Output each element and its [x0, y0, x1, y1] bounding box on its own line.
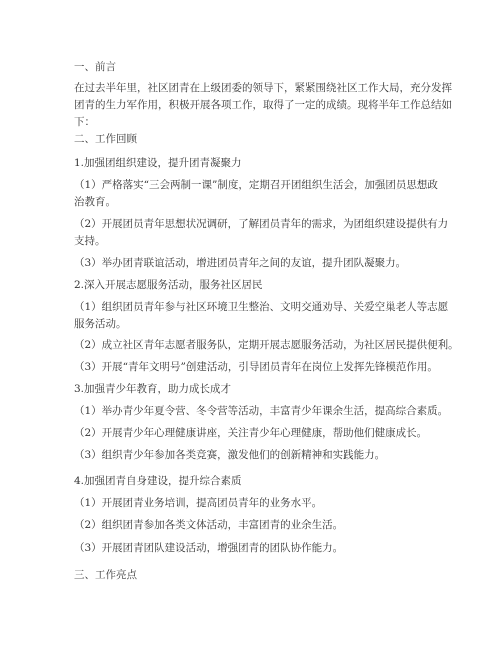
- section-4-item-3: （3）开展团青团队建设活动，增强团青的团队协作能力。: [74, 542, 344, 554]
- section-4-item-1: （1）开展团青业务培训，提高团员青年的业务水平。: [74, 497, 323, 509]
- section-2-item-2: （2）成立社区青年志愿者服务队，定期开展志愿服务活动，为社区居民提供便利。: [74, 339, 459, 351]
- section-2-item-1: [74, 299, 449, 333]
- section-3-item-3: （3）组织青少年参加各类竞赛，激发他们的创新精神和实践能力。: [74, 449, 386, 461]
- section-3-title: 3.加强青少年教育，助力成长成才: [74, 383, 232, 395]
- section-4-item-2: （2）组织团青参加各类文体活动，丰富团青的业余生活。: [74, 519, 344, 531]
- section-1-item-3: （3）举办团青联谊活动，增进团员青年之间的友谊，提升团队凝聚力。: [74, 257, 407, 269]
- intro-line: 团青的生力军作用，积极开展各项工作，取得了一定的成绩。现将半年工作总结如: [74, 99, 452, 111]
- item-line: （1）组织团员青年参与社区环境卫生整治、文明交通劝导、关爱空巢老人等志愿: [74, 301, 449, 313]
- item-line: （1）严格落实“三会两制一课”制度，定期召开团组织生活会，加强团员思想政: [74, 179, 438, 191]
- item-line: 支持。: [74, 235, 106, 247]
- section-4-title: 4.加强团青自身建设，提升综合素质: [74, 475, 242, 487]
- section-1-title: 1.加强团组织建设，提升团青凝聚力: [74, 157, 242, 169]
- section-1-item-1: [74, 177, 438, 211]
- intro-line: 在过去半年里，社区团青在上级团委的领导下，紧紧围绕社区工作大局，充分发挥: [74, 82, 452, 94]
- intro-paragraph: [74, 80, 452, 131]
- section-1-item-2: [74, 216, 449, 250]
- item-line: 治教育。: [74, 196, 116, 208]
- heading-highlights: 三、工作亮点: [74, 569, 137, 581]
- heading-intro: 一、前言: [74, 61, 116, 73]
- item-line: 服务活动。: [74, 318, 127, 330]
- item-line: （2）开展团员青年思想状况调研，了解团员青年的需求，为团组织建设提供有力: [74, 218, 449, 230]
- section-3-item-1: （1）举办青少年夏令营、冬令营等活动，丰富青少年课余生活，提高综合素质。: [74, 405, 449, 417]
- intro-line: 下：: [74, 116, 95, 128]
- heading-review: 二、工作回顾: [74, 133, 137, 145]
- section-2-item-3: （3）开展“青年文明号”创建活动，引导团员青年在岗位上发挥先锋模范作用。: [74, 361, 438, 373]
- section-2-title: 2.深入开展志愿服务活动，服务社区居民: [74, 279, 263, 291]
- section-3-item-2: （2）开展青少年心理健康讲座，关注青少年心理健康，帮助他们健康成长。: [74, 427, 428, 439]
